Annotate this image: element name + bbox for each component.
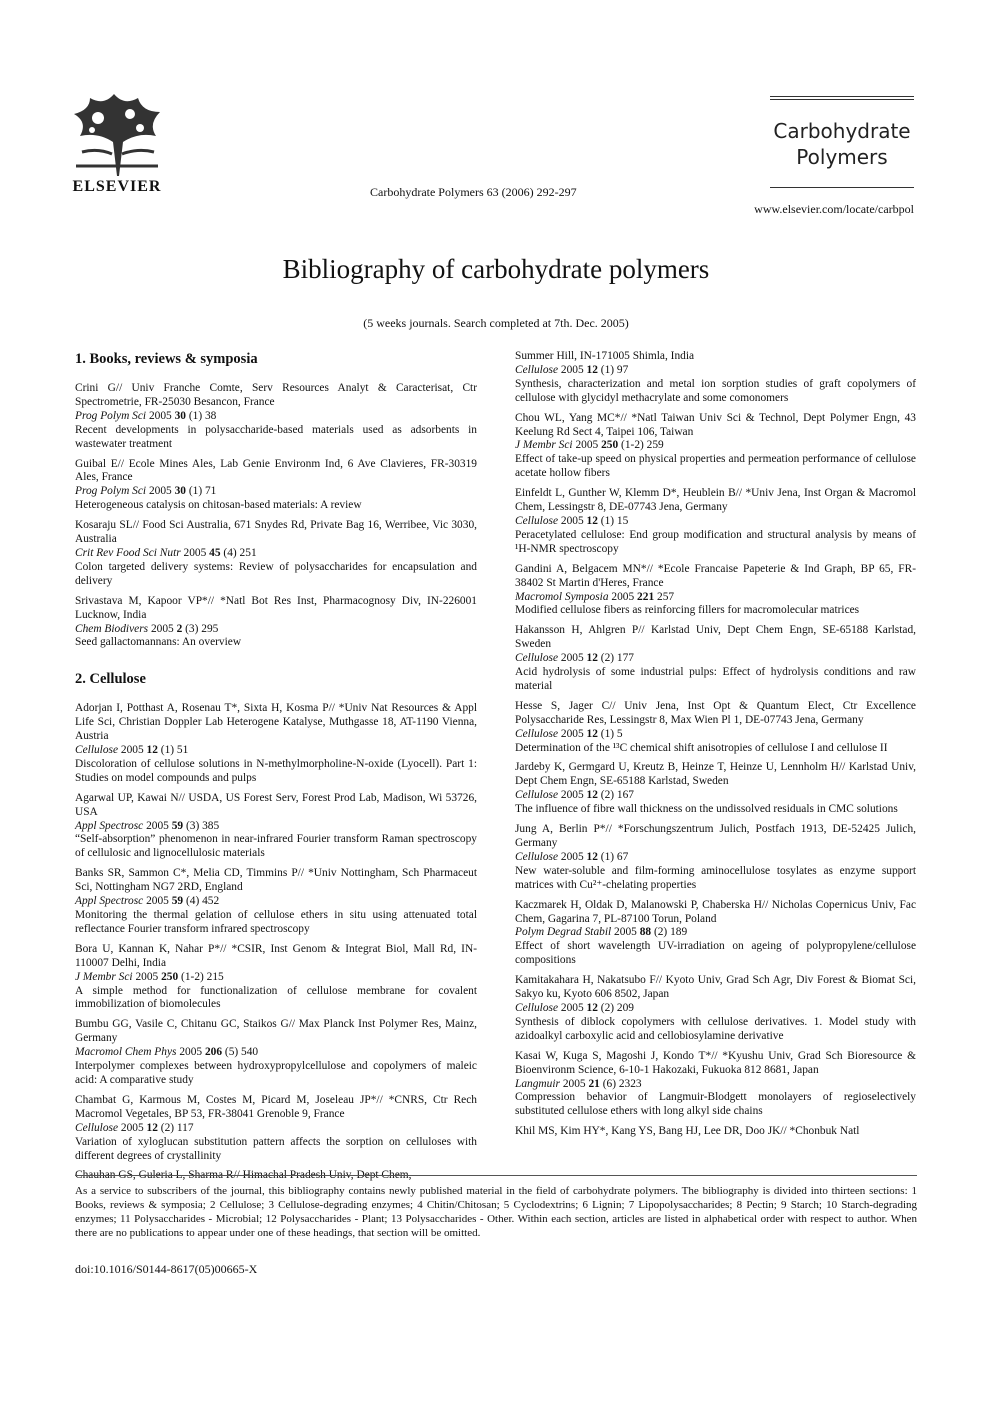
bibliography-entry — [515, 823, 916, 893]
entry-source — [515, 515, 916, 529]
tree-icon — [68, 92, 166, 178]
entry-source — [75, 547, 477, 561]
entry-year: 2005 — [611, 590, 635, 603]
bibliography-entry — [515, 761, 916, 817]
entry-volume: 59 — [171, 819, 184, 832]
entry-source — [75, 1046, 477, 1060]
entry-source — [75, 1122, 477, 1136]
entry-title: Colon targeted delivery systems: Review of polysaccharides for encapsulation and delivery — [75, 560, 477, 587]
entry-title: The influence of fibre wall thickness on the undissolved residuals in CMC solutions — [515, 803, 898, 816]
bibliography-entry — [515, 899, 916, 969]
bibliography-entry — [515, 487, 916, 557]
bibliography-entry — [515, 563, 916, 619]
entry-volume: 12 — [586, 727, 598, 740]
entry-issue-page: (5) 540 — [224, 1046, 259, 1059]
brand-rule — [770, 99, 914, 100]
entry-issue-page: (1) 97 — [600, 363, 629, 376]
brand-line-2: Polymers — [796, 145, 888, 169]
entry-authors: Chou WL, Yang MC*// *Natl Taiwan Univ Sci & Technol, Dept Polymer Engn, 43 Keelung Rd Sect 4, Taipei 106, Taiwan — [515, 411, 916, 438]
entry-journal: Chem Biodivers — [75, 622, 149, 635]
entry-authors: Agarwal UP, Kawai N// USDA, US Forest Serv, Forest Prod Lab, Madison, Wi 53726, USA — [75, 791, 477, 818]
bibliography-entry — [75, 867, 477, 937]
entry-year: 2005 — [135, 970, 159, 983]
entry-source — [515, 789, 916, 803]
entry-authors: Srivastava M, Kapoor VP*// *Natl Bot Res Inst, Pharmacognosy Div, IN-226001 Lucknow, India — [75, 594, 477, 621]
entry-year: 2005 — [560, 789, 584, 802]
brand-rule — [770, 96, 914, 97]
entry-source — [75, 895, 477, 909]
bibliography-entry — [515, 1050, 916, 1120]
entry-issue-page: (3) 295 — [185, 622, 219, 635]
bibliography-entry — [515, 700, 916, 756]
entry-title: A simple method for functionalization of cellulose membrane for covalent immobilization of biomolecules — [75, 984, 477, 1011]
entry-volume: 12 — [586, 363, 598, 376]
entry-authors: Bora U, Kannan K, Nahar P*// *CSIR, Inst Genom & Integrat Biol, Mall Rd, IN-110007 Delhi, India — [75, 942, 477, 969]
entry-journal: Cellulose — [515, 363, 559, 376]
entry-journal: Cellulose — [515, 1001, 559, 1014]
entry-source — [515, 364, 916, 378]
entry-source — [75, 820, 477, 834]
entry-volume: 12 — [586, 652, 598, 665]
entry-authors: Kosaraju SL// Food Sci Australia, 671 Snydes Rd, Private Bag 16, Werribee, Vic 3030, Australia — [75, 519, 477, 546]
bibliography-entry — [515, 412, 916, 482]
entry-authors: Adorjan I, Potthast A, Rosenau T*, Sixta H, Kosma P// *Univ Nat Resources & Appl Life Sci, Christian Doppler Lab Heterogene Katalyse, Muthgasse 18, AT-1190 Vienna, Austria — [75, 702, 477, 743]
entry-volume: 88 — [639, 926, 652, 939]
bibliography-entry — [75, 519, 477, 589]
entry-year: 2005 — [146, 895, 169, 908]
entry-issue-page: (1) 5 — [600, 727, 623, 740]
doi: doi:10.1016/S0144-8617(05)00665-X — [75, 1262, 258, 1276]
entry-source — [515, 591, 916, 605]
bibliography-entry — [515, 624, 916, 694]
entry-volume: 12 — [586, 1001, 598, 1014]
entry-authors: Kamitakahara H, Nakatsubo F// Kyoto Univ, Grad Sch Agr, Div Forest & Biomat Sci, Sakyo ku, Kyoto 606 8502, Japan — [515, 974, 916, 1001]
entry-authors: Gandini A, Belgacem MN*// *Ecole Francaise Papeterie & Ind Graph, BP 65, FR-38402 St Martin d'Heres, France — [515, 562, 916, 589]
entry-title: New water-soluble and film-forming aminocellulose tosylates as enzyme support matrices with Cu²⁺-chelating properties — [515, 864, 916, 891]
entry-issue-page: (1) 15 — [600, 514, 629, 527]
entry-title: Interpolymer complexes between hydroxypropylcellulose and copolymers of maleic acid: A comparative study — [75, 1060, 477, 1086]
entry-source — [75, 744, 477, 758]
entry-title: “Self-absorption” phenomenon in near-infrared Fourier transform Raman spectroscopy of cellulosic and lignocellulosic materials — [75, 833, 477, 860]
entry-journal: Macromol Chem Phys — [75, 1046, 177, 1059]
entry-issue-page: 257 — [657, 590, 675, 603]
entry-source — [75, 623, 477, 637]
right-column — [515, 350, 916, 1145]
entry-year: 2005 — [146, 819, 169, 832]
entry-year: 2005 — [560, 652, 584, 665]
entry-volume: 206 — [204, 1046, 223, 1059]
entry-issue-page: (3) 385 — [185, 819, 220, 832]
entry-authors: Khil MS, Kim HY*, Kang YS, Bang HJ, Lee DR, Doo JK// *Chonbuk Natl — [515, 1125, 860, 1138]
entry-journal: Macromol Symposia — [515, 590, 609, 603]
entry-year: 2005 — [560, 727, 584, 740]
entry-journal: Prog Polym Sci — [75, 485, 147, 498]
page-title: Bibliography of carbohydrate polymers — [282, 254, 710, 284]
publisher-name: ELSEVIER — [72, 178, 162, 195]
entry-year: 2005 — [560, 1001, 584, 1014]
entry-issue-page: (1) 71 — [188, 485, 217, 498]
section-heading: 1. Books, reviews & symposia — [75, 351, 258, 367]
entry-title: Determination of the ¹³C chemical shift anisotropies of cellulose I and cellulose II — [515, 741, 888, 754]
entry-authors: Einfeldt L, Gunther W, Klemm D*, Heublein B// *Univ Jena, Inst Organ & Macromol Chem, Lessingstr 8, DE-07743 Jena, Germany — [515, 487, 916, 514]
entry-title: Modified cellulose fibers as reinforcing fillers for macromolecular matrices — [515, 604, 860, 617]
entry-authors: Bumbu GG, Vasile C, Chitanu GC, Staikos G// Max Planck Inst Polymer Res, Mainz, Germany — [75, 1018, 477, 1045]
entry-authors: Chauhan GS, Guleria L, Sharma R// Himachal Pradesh Univ, Dept Chem, — [75, 1169, 412, 1182]
bibliography-entry — [75, 1094, 477, 1164]
entry-journal: Cellulose — [515, 652, 559, 665]
bibliography-entry — [75, 458, 477, 514]
entry-journal: Appl Spectrosc — [75, 895, 144, 908]
entry-authors: Guibal E// Ecole Mines Ales, Lab Genie Environm Ind, 6 Ave Clavieres, FR-30319 Ales, France — [75, 457, 477, 484]
entry-source — [515, 728, 916, 742]
entry-authors: Hakansson H, Ahlgren P// Karlstad Univ, Dept Chem Engn, SE-65188 Karlstad, Sweden — [515, 624, 916, 651]
page-subtitle: (5 weeks journals. Search completed at 7th. Dec. 2005) — [363, 316, 629, 330]
footnote: As a service to subscribers of the journal, this bibliography contains newly published material in the field of carbohydrate polymers. The bibliography is divided into thirteen sections: 1 Books, reviews & symposia; 2 Cellulose; 3 Cellulose-degrading enzymes; 4 Chitin/Chitosan; 5 Cyclodextrins; 6 Lignin; 7 Lipopolysaccharides; 8 Pectin; 9 Starch; 10 Starch-degrading enzymes; 11 Polysaccharides - Microbial; 12 Polysaccharides - Plant; 13 Polysaccharides - Other. Within each section, articles are listed in alphabetical order with respect to author. When there are no publications to appear under one of these headings, that section will be omitted. — [75, 1185, 917, 1239]
entry-volume: 12 — [586, 850, 598, 863]
entry-title: Recent developments in polysaccharide-based materials used as adsorbents in wastewater treatment — [75, 423, 477, 450]
entry-source — [515, 652, 916, 666]
entry-journal: Crit Rev Food Sci Nutr — [75, 546, 181, 559]
section-heading: 2. Cellulose — [75, 671, 146, 688]
entry-year: 2005 — [150, 622, 174, 635]
entry-authors: Hesse S, Jager C// Univ Jena, Inst Opt & Quantum Elect, Ctr Excellence Polysaccharide Res, Lessingstr 8, Max Wien Pl 1, DE-07743 Jena, Germany — [515, 699, 916, 726]
entry-volume: 12 — [146, 744, 158, 757]
entry-volume: 221 — [637, 590, 655, 603]
entry-issue-page: (6) 2323 — [602, 1077, 642, 1090]
bibliography-entry — [75, 943, 477, 1013]
entry-title: Heterogeneous catalysis on chitosan-based materials: A review — [75, 499, 362, 512]
entry-title: Peracetylated cellulose: End group modification and structural analysis by means of ¹H-NMR spectroscopy — [515, 528, 916, 555]
entry-authors: Kaczmarek H, Oldak D, Malanowski P, Chaberska H// Nicholas Copernicus Univ, Fac Chem, Gagarina 7, PL-87100 Torun, Poland — [515, 898, 916, 925]
entry-volume: 12 — [146, 1121, 158, 1134]
entry-source — [515, 439, 916, 453]
entry-issue-page: (1-2) 215 — [181, 970, 224, 983]
entry-title: Discoloration of cellulose solutions in N-methylmorpholine-N-oxide (Lyocell). Part 1: Studies on model compounds and pulps — [75, 757, 477, 784]
entry-year: 2005 — [560, 850, 584, 863]
entry-source — [515, 851, 916, 865]
entry-issue-page: (4) 452 — [185, 895, 220, 908]
entry-source — [515, 1002, 916, 1016]
bibliography-entry — [515, 974, 916, 1044]
entry-source — [515, 1078, 916, 1092]
entry-title: Synthesis of diblock copolymers with cellulose derivatives. 1. Model study with azidoalkyl carboxylic acid and cellobiosylamine derivative — [515, 1015, 916, 1042]
entry-title: Effect of short wavelength UV-irradiation on ageing of polypropylene/cellulose compositions — [515, 940, 916, 967]
bibliography-entry — [75, 382, 477, 452]
entry-journal: Cellulose — [515, 789, 559, 802]
entry-volume: 250 — [601, 439, 619, 452]
entry-title: Monitoring the thermal gelation of cellulose ethers in situ using attenuated total reflectance Fourier transform infrared spectroscopy — [75, 909, 477, 935]
entry-journal: Polym Degrad Stabil — [515, 926, 612, 939]
entry-year: 2005 — [183, 546, 207, 559]
bibliography-entry — [515, 1125, 916, 1139]
entry-authors: Jardeby K, Germgard U, Kreutz B, Heinze T, Heinze U, Lennholm H// Karlstad Univ, Dept Chem Engn, SE-65188 Karlstad, Sweden — [515, 761, 916, 788]
entry-journal: Cellulose — [515, 850, 559, 863]
entry-year: 2005 — [575, 439, 599, 452]
entry-title: Effect of take-up speed on physical properties and permeation performance of cellulose acetate hollow fibers — [515, 453, 916, 480]
entry-year: 2005 — [614, 926, 637, 939]
entry-year: 2005 — [120, 1121, 144, 1134]
entry-year: 2005 — [562, 1077, 586, 1090]
entry-issue-page: (1) 51 — [160, 744, 189, 757]
brand-rule — [770, 187, 914, 188]
bibliography-entry — [515, 350, 916, 406]
entry-issue-page: (2) 117 — [160, 1121, 194, 1134]
entry-volume: 30 — [174, 409, 186, 422]
entry-issue-page: (2) 209 — [600, 1001, 634, 1014]
entry-issue-page: (1-2) 259 — [621, 439, 664, 452]
entry-year: 2005 — [148, 485, 172, 498]
left-column — [75, 350, 477, 1189]
entry-title: Seed gallactomannans: An overview — [75, 636, 242, 649]
entry-title: Synthesis, characterization and metal ion sorption studies of graft copolymers of cellulose with glycidyl methacrylate and some comonomers — [515, 377, 916, 404]
entry-issue-page: (1) 38 — [188, 409, 217, 422]
entry-source — [75, 485, 477, 499]
entry-journal: Prog Polym Sci — [75, 409, 147, 422]
entry-journal: J Membr Sci — [75, 970, 133, 983]
entry-authors: Crini G// Univ Franche Comte, Serv Resources Analyt & Caracterisat, Ctr Spectrometrie, FR-25030 Besancon, France — [75, 382, 477, 408]
entry-title: Variation of xyloglucan substitution pattern affects the sorption on celluloses with different degrees of crystallinity — [75, 1135, 477, 1162]
bibliography-entry — [75, 595, 477, 651]
entry-source — [515, 926, 916, 940]
entry-issue-page: (4) 251 — [223, 546, 257, 559]
entry-journal: Cellulose — [515, 727, 559, 740]
journal-url-link[interactable]: www.elsevier.com/locate/carbpol — [754, 202, 914, 216]
bibliography-entry — [75, 792, 477, 862]
entry-year: 2005 — [560, 514, 584, 527]
entry-journal: Langmuir — [515, 1077, 560, 1090]
entry-journal: Appl Spectrosc — [75, 819, 144, 832]
entry-source — [75, 410, 477, 424]
entry-source — [75, 971, 477, 985]
entry-issue-page: (2) 189 — [653, 926, 688, 939]
entry-volume: 12 — [586, 514, 598, 527]
entry-authors: Banks SR, Sammon C*, Melia CD, Timmins P// *Univ Nottingham, Sch Pharmaceut Sci, Nottingham NG7 2RD, England — [75, 867, 477, 894]
entry-year: 2005 — [560, 363, 584, 376]
entry-volume: 12 — [586, 789, 598, 802]
entry-volume: 21 — [588, 1077, 600, 1090]
entry-issue-page: (2) 177 — [600, 652, 634, 665]
entry-authors: Jung A, Berlin P*// *Forschungszentrum Julich, Postfach 1913, DE-52425 Julich, Germany — [515, 823, 916, 849]
entry-journal: J Membr Sci — [515, 439, 573, 452]
journal-citation: Carbohydrate Polymers 63 (2006) 292-297 — [370, 185, 577, 199]
entry-title: Compression behavior of Langmuir-Blodgett monolayers of regioselectively substituted cellulose ethers with long alkyl side chains — [515, 1091, 916, 1118]
entry-journal: Cellulose — [75, 1121, 119, 1134]
entry-year: 2005 — [179, 1046, 203, 1059]
entry-volume: 250 — [161, 970, 179, 983]
entry-volume: 2 — [176, 622, 183, 635]
bibliography-entry — [75, 1169, 477, 1183]
entry-volume: 45 — [209, 546, 221, 559]
entry-authors: Kasai W, Kuga S, Magoshi J, Kondo T*// *Kyushu Univ, Grad Sch Bioresource & Bioenvironm Science, 6-10-1 Hakozaki, Fukuoka 812 8681, Japan — [515, 1049, 916, 1076]
brand-line-1: Carbohydrate — [773, 119, 911, 143]
bibliography-entry — [75, 702, 477, 785]
entry-volume: 59 — [171, 895, 184, 908]
entry-issue-page: (1) 67 — [600, 850, 629, 863]
footer-divider — [75, 1175, 917, 1176]
entry-journal: Cellulose — [515, 514, 559, 527]
entry-authors: Chambat G, Karmous M, Costes M, Picard M, Joseleau JP*// *CNRS, Ctr Rech Macromol Vegetales, BP 53, FR-38041 Grenoble 9, France — [75, 1093, 477, 1120]
bibliography-entry — [75, 1018, 477, 1088]
entry-year: 2005 — [120, 744, 144, 757]
entry-issue-page: (2) 167 — [600, 789, 634, 802]
entry-journal: Cellulose — [75, 744, 119, 757]
entry-title: Acid hydrolysis of some industrial pulps: Effect of hydrolysis conditions and raw material — [515, 666, 916, 692]
entry-volume: 30 — [174, 485, 186, 498]
entry-year: 2005 — [148, 409, 172, 422]
entry-authors: Summer Hill, IN-171005 Shimla, India — [515, 350, 695, 362]
